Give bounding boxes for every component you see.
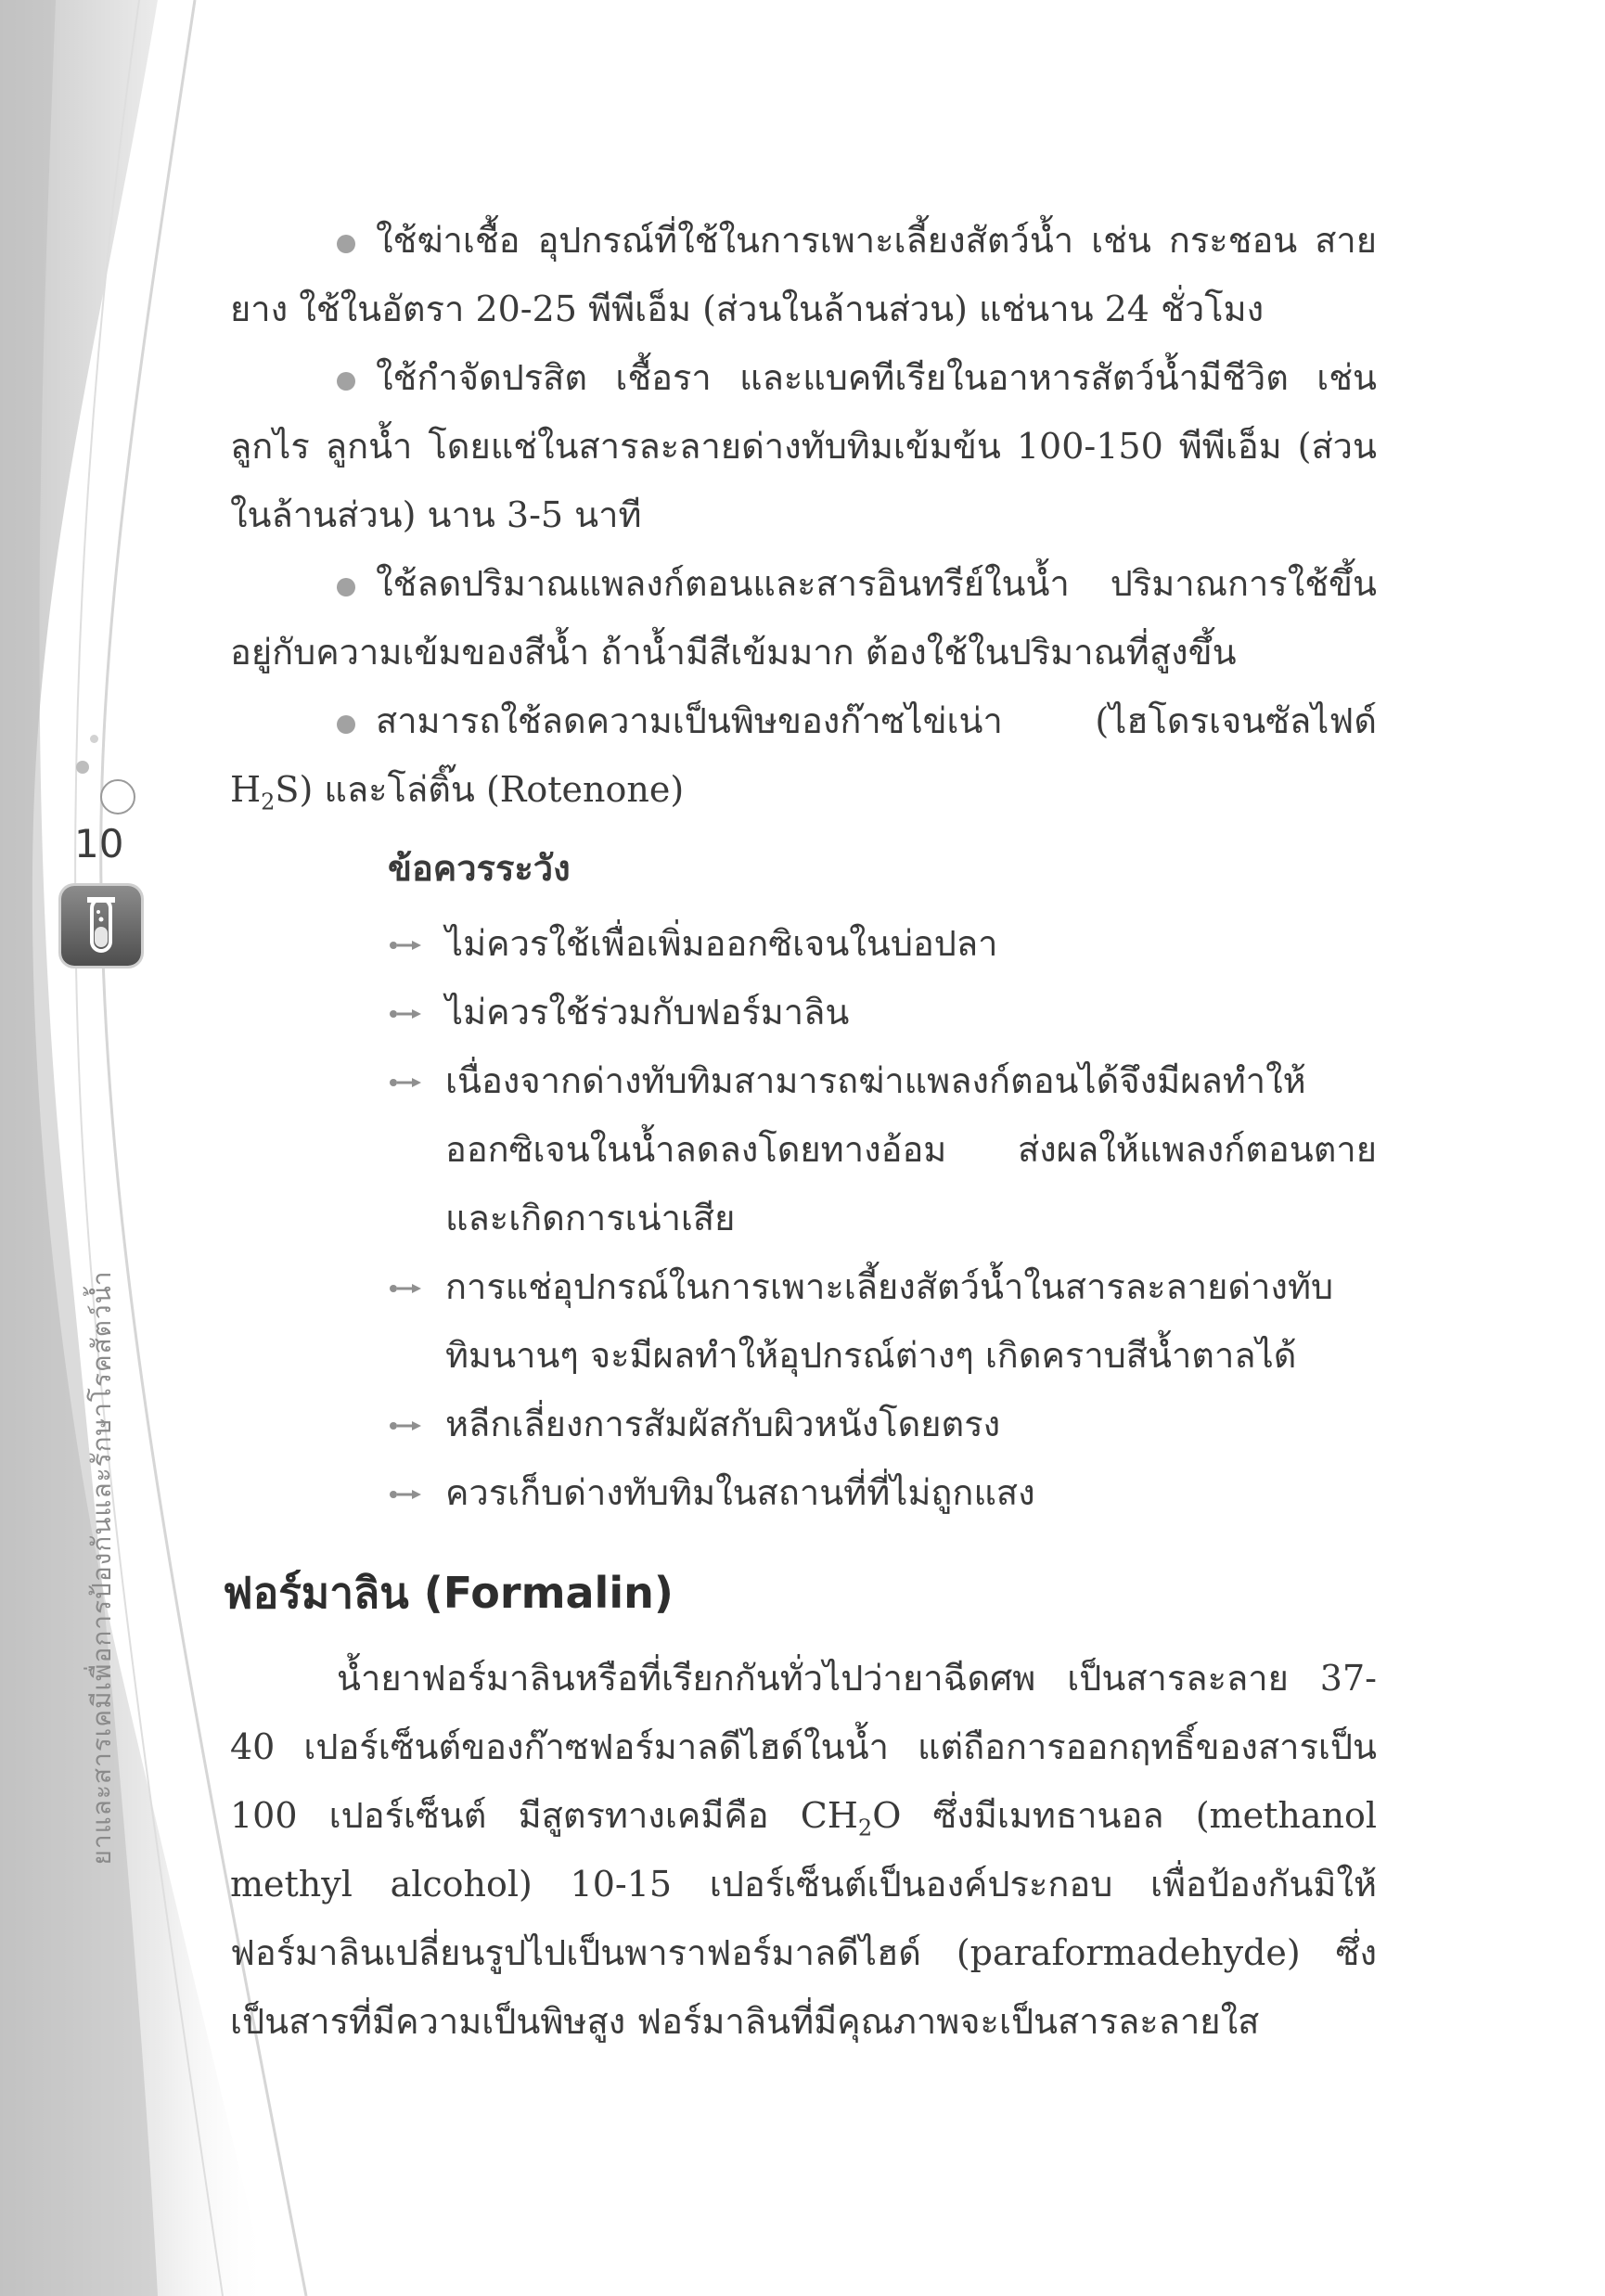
arrow-bullet-icon: [388, 1283, 425, 1294]
bullet-paragraph: [230, 343, 1377, 549]
test-tube-icon: [61, 886, 141, 966]
body-text: น้ำยาฟอร์มาลินหรือที่เรียกกันทั่วไปว่ายาฉีดศพ เป็นสารละลาย 37-40 เปอร์เซ็นต์ของก๊าซฟอร์มาลดีไฮด์ในน้ำ แต่ถือการออกฤทธิ์ของสารเป็น 100 เปอร์เซ็นต์ มีสูตรทางเคมีคือ CH: [230, 1658, 1377, 1836]
bullet-dot-icon: [337, 372, 355, 391]
caution-text: การแช่อุปกรณ์ในการเพาะเลี้ยงสัตว์น้ำในสารละลายด่างทับทิมนานๆ จะมีผลทำให้อุปกรณ์ต่างๆ เกิดคราบสีน้ำตาลได้: [445, 1266, 1334, 1376]
bullet-text: S) และโล่ติ๊น (Rotenone): [275, 769, 685, 810]
caution-heading: ข้อควรระวัง: [388, 848, 571, 889]
caution-item: [388, 909, 1377, 978]
caution-item: [388, 1046, 1377, 1252]
bullet-paragraph: [230, 549, 1377, 686]
caution-item: [388, 978, 1377, 1046]
body-paragraph: [230, 1644, 1377, 2056]
decorative-dot: [90, 735, 98, 743]
caution-list: [230, 909, 1377, 1527]
caution-text: ไม่ควรใช้ร่วมกับฟอร์มาลิน: [445, 992, 850, 1033]
arrow-bullet-icon: [388, 1008, 425, 1020]
bullet-text: ใช้ลดปริมาณแพลงก์ตอนและสารอินทรีย์ในน้ำ ปริมาณการใช้ขึ้นอยู่กับความเข้มของสีน้ำ ถ้าน้ำมีสีเข้มมาก ต้องใช้ในปริมาณที่สูงขึ้น: [230, 563, 1377, 673]
caution-item: [388, 1252, 1377, 1390]
main-content: [223, 206, 1377, 2056]
body-text: O ซึ่งมีเมทธานอล (methanol methyl alcohol) 10-15 เปอร์เซ็นต์เป็นองค์ประกอบ เพื่อป้องกันมิให้ฟอร์มาลินเปลี่ยนรูปไปเป็นพาราฟอร์มาลดีไฮด์ (paraformadehyde) ซึ่งเป็นสารที่มีความเป็นพิษสูง ฟอร์มาลินที่มีคุณภาพจะเป็นสารละลายใส: [230, 1795, 1377, 2042]
caution-text: ควรเก็บด่างทับทิมในสถานที่ที่ไม่ถูกแสง: [445, 1472, 1035, 1513]
caution-text: ไม่ควรใช้เพื่อเพิ่มออกซิเจนในบ่อปลา: [445, 923, 998, 964]
decorative-circle: [100, 779, 135, 815]
subscript: 2: [857, 1815, 873, 1841]
section-title: ฟอร์มาลิน (Formalin): [223, 1568, 674, 1618]
bullet-dot-icon: [337, 235, 355, 253]
arrow-bullet-icon: [388, 1489, 425, 1500]
bullet-paragraph: [230, 686, 1377, 824]
page-number: 10: [74, 821, 124, 866]
bullet-dot-icon: [337, 578, 355, 596]
arrow-bullet-icon: [388, 1420, 425, 1431]
decorative-dot: [76, 761, 89, 774]
book-title-vertical: ยาและสารเคมีเพื่อการป้องกันและรักษาโรคสัตว์น้ำ: [86, 1270, 117, 1866]
arrow-bullet-icon: [388, 1077, 425, 1088]
bullet-paragraph: [230, 206, 1377, 343]
subscript: 2: [261, 789, 276, 815]
arrow-bullet-icon: [388, 940, 425, 951]
bullet-dot-icon: [337, 715, 355, 734]
bullet-text: ใช้ฆ่าเชื้อ อุปกรณ์ที่ใช้ในการเพาะเลี้ยงสัตว์น้ำ เช่น กระชอน สายยาง ใช้ในอัตรา 20-25 พีพีเอ็ม (ส่วนในล้านส่วน) แช่นาน 24 ชั่วโมง: [230, 220, 1377, 329]
caution-text: เนื่องจากด่างทับทิมสามารถฆ่าแพลงก์ตอนได้จึงมีผลทำให้ออกซิเจนในน้ำลดลงโดยทางอ้อม ส่งผลให้แพลงก์ตอนตายและเกิดการเน่าเสีย: [445, 1060, 1377, 1238]
caution-text: หลีกเลี่ยงการสัมผัสกับผิวหนังโดยตรง: [445, 1404, 1001, 1444]
bullet-text: ใช้กำจัดปรสิต เชื้อรา และแบคทีเรียในอาหารสัตว์น้ำมีชีวิต เช่น ลูกไร ลูกน้ำ โดยแช่ในสารละลายด่างทับทิมเข้มข้น 100-150 พีพีเอ็ม (ส่วนในล้านส่วน) นาน 3-5 นาที: [230, 357, 1377, 535]
caution-item: [388, 1390, 1377, 1458]
caution-item: [388, 1458, 1377, 1527]
bullet-text: สามารถใช้ลดความเป็นพิษของก๊าซไข่เน่า (ไฮโดรเจนซัลไฟด์ H: [230, 700, 1377, 810]
